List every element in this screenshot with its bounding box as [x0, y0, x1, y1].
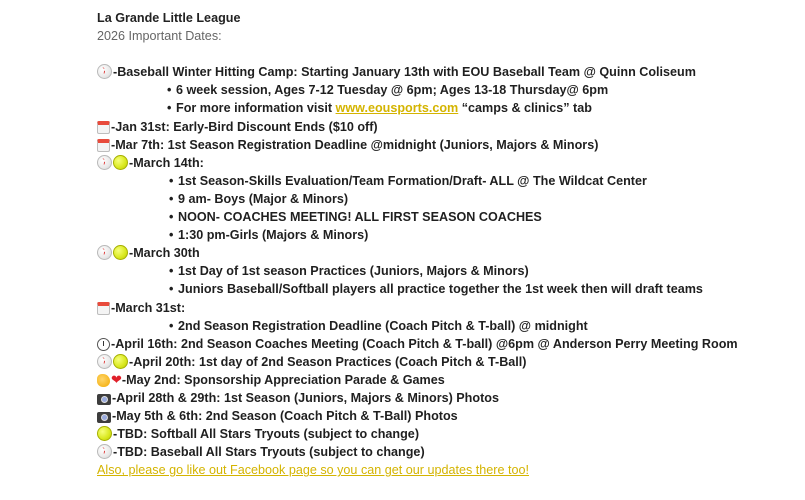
bullet-skills-evaluation: [97, 172, 797, 190]
bullet-boys: [97, 190, 797, 208]
bullet-mark: •: [169, 228, 174, 243]
bullet-camp-info: [97, 99, 797, 117]
entry-may-photos: [97, 407, 797, 425]
entry-may-2: [97, 371, 797, 389]
entry-april-photos: [97, 389, 797, 407]
bullet-text: 1:30 pm-Girls (Majors & Minors): [178, 228, 369, 243]
entry-text: -April 20th: 1st day of 2nd Season Practices (Coach Pitch & T-Ball): [129, 354, 527, 369]
bullet-text-after: “camps & clinics” tab: [458, 101, 592, 116]
entry-text: -May 5th & 6th: 2nd Season (Coach Pitch & T-Ball) Photos: [112, 409, 458, 424]
bullet-text: 1st Day of 1st season Practices (Juniors, Majors & Minors): [178, 264, 529, 279]
camera-icon: [97, 412, 111, 423]
entry-text: -April 16th: 2nd Season Coaches Meeting (Coach Pitch & T-ball) @6pm @ Anderson Perry Meeting Room: [111, 336, 738, 351]
baseball-icon: [97, 444, 112, 459]
facebook-link[interactable]: Also, please go like out Facebook page so you can get our updates there too!: [97, 463, 529, 478]
entry-march-14: [97, 154, 797, 172]
bullet-text: 9 am- Boys (Major & Minors): [178, 191, 349, 206]
bullet-mark: •: [169, 173, 174, 188]
heart-icon: ❤: [111, 371, 122, 387]
entry-text: -Baseball Winter Hitting Camp: Starting January 13th with EOU Baseball Team @ Quinn Coliseum: [113, 65, 696, 80]
clock-icon: [97, 338, 110, 351]
bullet-mark: •: [167, 83, 172, 98]
bullet-first-practices: [97, 262, 797, 280]
entry-early-bird: [97, 118, 797, 136]
calendar-icon: [97, 302, 110, 315]
entry-text: -March 30th: [129, 246, 200, 261]
entry-april-20: [97, 353, 797, 371]
softball-icon: [113, 155, 128, 170]
baseball-icon: [97, 354, 112, 369]
softball-icon: [97, 426, 112, 441]
entry-winter-hitting-camp: [97, 63, 797, 81]
page-subtitle: 2026 Important Dates:: [97, 29, 222, 44]
entry-text: -March 31st:: [111, 300, 186, 315]
calendar-icon: [97, 139, 110, 152]
clapping-hands-icon: [97, 374, 110, 387]
entry-softball-allstars: [97, 425, 797, 443]
bullet-mark: •: [169, 318, 174, 333]
bullet-coaches-meeting: [97, 208, 797, 226]
bullet-mark: •: [169, 282, 174, 297]
baseball-icon: [97, 155, 112, 170]
entry-text: -April 28th & 29th: 1st Season (Juniors, Majors & Minors) Photos: [112, 390, 499, 405]
bullet-text: 6 week session, Ages 7-12 Tuesday @ 6pm; Ages 13-18 Thursday@ 6pm: [176, 83, 609, 98]
page-title: La Grande Little League: [97, 11, 241, 25]
bullet-girls: [97, 226, 797, 244]
bullet-text: For more information visit: [176, 101, 336, 116]
bullet-juniors-practice: [97, 280, 797, 298]
entry-registration-deadline: [97, 136, 797, 154]
entry-march-31: [97, 299, 797, 317]
bullet-second-registration: [97, 317, 797, 335]
spacer: [97, 45, 797, 63]
baseball-icon: [97, 245, 112, 260]
calendar-icon: [97, 121, 110, 134]
entry-march-30: [97, 244, 797, 262]
entry-text: -Jan 31st: Early-Bird Discount Ends ($10 off): [111, 119, 378, 134]
entry-baseball-allstars: [97, 443, 797, 461]
document: [97, 9, 797, 479]
entry-text: -TBD: Softball All Stars Tryouts (subject to change): [113, 427, 420, 442]
bullet-mark: •: [167, 101, 172, 116]
eousports-link[interactable]: www.eousports.com: [335, 101, 459, 116]
entry-text: -Mar 7th: 1st Season Registration Deadline @midnight (Juniors, Majors & Minors): [111, 137, 599, 152]
baseball-icon: [97, 64, 112, 79]
bullet-text: NOON- COACHES MEETING! ALL FIRST SEASON COACHES: [178, 210, 542, 225]
entry-text: -May 2nd: Sponsorship Appreciation Parade & Games: [121, 372, 445, 387]
softball-icon: [113, 354, 128, 369]
bullet-mark: •: [169, 191, 174, 206]
bullet-mark: •: [169, 264, 174, 279]
bullet-mark: •: [169, 210, 174, 225]
entry-text: -TBD: Baseball All Stars Tryouts (subject to change): [113, 445, 425, 460]
softball-icon: [113, 245, 128, 260]
entry-text: -March 14th:: [129, 155, 204, 170]
bullet-text: 2nd Season Registration Deadline (Coach Pitch & T-ball) @ midnight: [178, 318, 588, 333]
camera-icon: [97, 394, 111, 405]
bullet-text: Juniors Baseball/Softball players all practice together the 1st week then will draft teams: [178, 282, 703, 297]
entry-april-16: [97, 335, 797, 353]
bullet-camp-session: [97, 81, 797, 99]
bullet-text: 1st Season-Skills Evaluation/Team Formation/Draft- ALL @ The Wildcat Center: [178, 173, 647, 188]
